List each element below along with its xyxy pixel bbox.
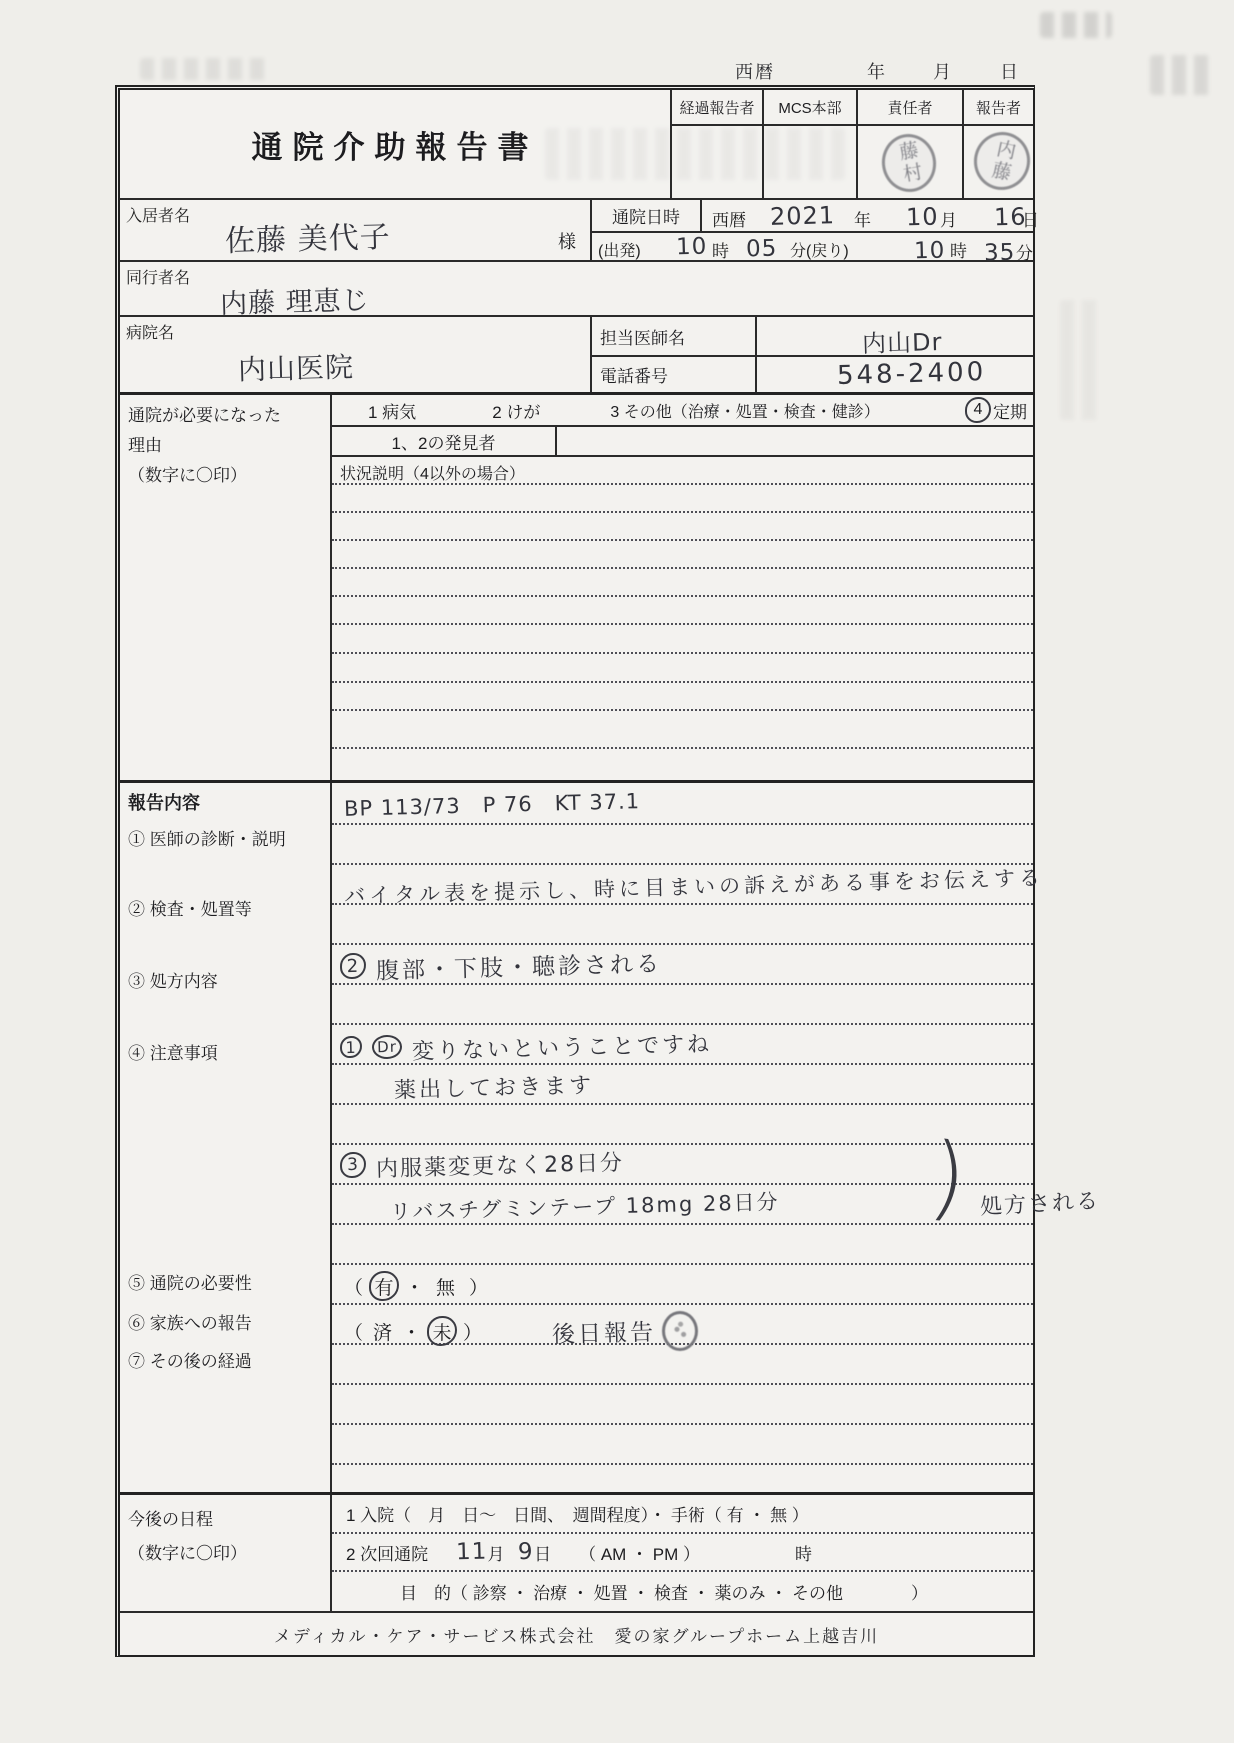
finder-value-cell [557,427,1033,455]
necessity-separator: ・ [405,1277,425,1299]
report-labels-column [120,783,332,1492]
visit-datetime-label: 通院日時 [592,200,702,231]
grouping-paren: ) [924,1122,972,1233]
top-day-label: 日 [1000,62,1020,82]
form-header [120,90,1033,200]
departure-hour-value: 10 [675,233,708,261]
circle-mark-4: 4 [965,397,991,423]
dotted-rule [332,1383,1033,1385]
family-close-paren: ） [463,1322,483,1344]
schedule-label-line1: 今後の日程 [128,1510,213,1529]
reason-body [332,395,1033,780]
phone-number-value: 548-2400 [836,357,987,391]
schedule-label-cell [120,1495,332,1611]
reason-option-regular [965,397,1027,423]
approval-cell [764,126,856,198]
resident-label: 入居者名 [126,208,191,225]
report-item-followup-label: ⑦ その後の経過 [128,1352,252,1371]
approval-col-sekininsha [858,90,964,198]
family-separator: ・ [402,1322,422,1344]
reason-option-other: 3 その他（治療・処置・検査・健診） [610,403,880,421]
schedule-admission-text: 1 入院（ 月 日～ 日間、 週間程度）・ 手術（ 有 ・ 無 ） [346,1505,809,1525]
companion-row [120,262,1033,320]
reason-label-cell [120,395,332,780]
doctor-label: 担当医師名 [592,317,757,355]
schedule-admission-row [332,1495,1033,1534]
phone-value-cell [757,357,1033,392]
resident-row [120,200,1039,267]
doctor-value-cell [757,317,1033,359]
sekininsha-seal-stamp: 藤村 [877,130,940,196]
dotted-rule [332,1263,1033,1265]
resident-name-value: 佐藤 美代子 [224,219,392,260]
scan-artifact [1150,55,1210,95]
reason-option-sick: 1 病気 [368,402,417,422]
vitals-value: BP 113/73 P 76 KT 37.1 [343,789,641,821]
necessity-choice [344,1271,488,1301]
family-report-choice [344,1311,698,1351]
dotted-rule [332,652,1033,654]
scan-artifact [140,58,270,80]
caution-note-3 [979,1187,1101,1221]
circle-mark-1: 1 [340,1035,363,1058]
circled-yes: 有 [369,1271,399,1301]
reason-options-row [332,395,1033,427]
doctor-name-row [592,317,1033,357]
dotted-rule [332,483,1033,485]
report-item-family-label: ⑥ 家族への報告 [128,1314,252,1333]
prescription-note2-text: 薬出しておきます [393,1073,595,1104]
approval-col-header: 責任者 [858,90,962,126]
report-item-caution-label: ④ 注意事項 [128,1044,218,1063]
companion-name-value: 内藤 理恵じ [219,285,371,320]
month-value: 10 [905,202,939,232]
dotted-rule [332,1023,1033,1025]
next-visit-month-unit: 月 [487,1544,505,1564]
return-hour-unit: 時 [950,242,967,261]
hospital-name-value: 内山医院 [237,350,355,387]
return-label: 分(戻り) [790,243,849,260]
schedule-purpose-row [332,1572,1033,1611]
dotted-rule [332,567,1033,569]
finder-label: 1、2の発見者 [332,427,557,455]
approval-cell [964,126,1033,198]
schedule-section [120,1495,1033,1613]
dotted-rule [332,511,1033,513]
hour-unit: 時 [712,242,729,261]
necessity-close-paren: ） [469,1277,489,1299]
phone-row [592,357,1033,392]
exam-note [340,949,663,985]
exam-note-text: 腹部・下肢・聴診される [375,951,663,985]
circled-not-yet: 未 [427,1316,457,1346]
family-done: 済 [373,1322,393,1344]
caution-note [340,1149,625,1183]
caution-note3-text: 処方される [979,1188,1101,1221]
scan-artifact [1060,300,1100,420]
dotted-rule [332,1143,1033,1145]
reason-label-line3: （数字に〇印） [128,466,247,485]
dotted-rule [332,1303,1033,1305]
schedule-next-visit-row [332,1534,1033,1573]
dotted-rule [332,823,1033,825]
year-unit: 年 [854,211,871,230]
dotted-rule [332,595,1033,597]
hokokusha-seal-stamp: 内藤 [969,127,1036,195]
schedule-label-line2: （数字に〇印） [128,1544,247,1563]
family-open-paren: （ [344,1322,364,1344]
approval-col-header: 経過報告者 [672,90,762,126]
top-year-label: 年 [867,62,887,82]
doctor-panel [592,317,1033,392]
next-visit-month-value: 11 [455,1538,488,1566]
diagnosis-note [343,865,1045,909]
hospital-row [120,317,1033,395]
dotted-rule [332,943,1033,945]
dotted-rule [332,1183,1033,1185]
phone-label: 電話番号 [592,357,757,392]
necessity-open-paren: （ [344,1277,364,1299]
visit-date-row [592,200,1039,233]
report-body [332,783,1101,1492]
form-title-cell [120,90,672,198]
dotted-rule [332,681,1033,683]
caution-note2-text: リバスチグミンテープ 18mg 28日分 [389,1189,780,1225]
return-minute-value: 35 [983,239,1016,267]
day-value: 16 [993,202,1027,232]
caution-note-text: 内服薬変更なく28日分 [375,1150,625,1183]
hospital-label: 病院名 [126,325,175,342]
dotted-rule [332,623,1033,625]
circle-mark-dr: Dr [372,1034,403,1059]
diagnosis-note-text: バイタル表を提示し、時に目まいの訴えがある事をお伝えする [343,865,1045,909]
company-footer: メディカル・ケア・サービス株式会社 愛の家グループホーム上越吉川 [273,1626,880,1646]
prescription-note-text: 変りないということですね [411,1032,713,1065]
doctor-name-value: 内山Dr [861,327,943,359]
visit-datetime-panel [592,200,1039,267]
report-item-prescription-label: ③ 処方内容 [128,972,218,991]
report-section [120,783,1101,1495]
month-unit: 月 [940,211,957,230]
caution-note-2 [389,1189,780,1225]
next-visit-ampm: （ AM ・ PM ） [579,1544,701,1564]
approval-col-header: 報告者 [964,90,1033,126]
report-form [115,85,1101,1657]
schedule-purpose-text: 目 的（ 診察 ・ 治療 ・ 処置 ・ 検査 ・ 薬のみ ・ その他 ） [400,1584,928,1604]
next-visit-day-unit: 日 [534,1544,552,1564]
year-value: 2021 [769,201,836,231]
reason-label-line1: 通院が必要になった [128,406,281,425]
return-hour-value: 10 [913,237,946,265]
honorific-label: 様 [558,232,576,252]
situation-area [332,457,1033,780]
circle-mark-3: 3 [340,1151,367,1178]
day-unit: 日 [1022,211,1039,230]
necessity-no: 無 [436,1277,456,1299]
dotted-rule [332,1463,1033,1465]
vitals-note [344,789,640,819]
finder-row [332,427,1033,457]
circle-mark-2: 2 [340,952,367,979]
approval-col-header: MCS本部 [764,90,856,126]
schedule-body [332,1495,1033,1611]
resident-cell [120,200,592,260]
prescription-note [340,1031,713,1065]
approval-col-mcs [764,90,858,198]
page-title: 通院介助報告書 [251,129,539,165]
prescription-note-2 [394,1071,594,1102]
approval-block [672,90,1033,198]
visit-date-cell [702,200,1039,232]
next-visit-day-value: 9 [518,1538,535,1566]
hospital-cell [120,317,592,392]
scan-artifact [1040,12,1112,38]
approval-cell [858,126,962,198]
approval-cell [672,126,762,198]
top-era-label: 西暦 [735,62,775,82]
report-title: 報告内容 [128,793,200,813]
reason-option-regular-label: 定期 [993,402,1027,422]
approval-col-keika [672,90,764,198]
companion-label: 同行者名 [126,270,191,287]
reason-label-line2: 理由 [128,436,162,455]
report-item-exam-label: ② 検査・処置等 [128,900,252,919]
report-item-diagnosis-label: ① 医師の診断・説明 [128,830,286,849]
report-item-necessity-label: ⑤ 通院の必要性 [128,1274,252,1293]
family-report-note: 後日報告 [551,1319,657,1348]
visit-reason-section [120,395,1033,783]
personal-seal-stamp [662,1311,698,1351]
next-visit-label: 2 次回通院 [346,1544,429,1564]
dotted-rule [332,539,1033,541]
top-month-label: 月 [933,62,953,82]
minute-unit: 分 [1016,244,1033,263]
approval-col-hokokusha [964,90,1033,198]
departure-minute-value: 05 [745,235,778,263]
visit-time-row [592,233,1033,267]
dotted-rule [332,1423,1033,1425]
dotted-rule [332,747,1033,749]
era-label: 西暦 [712,211,746,230]
reason-option-injury: 2 けが [492,402,541,422]
next-visit-hour-unit: 時 [795,1544,813,1564]
dotted-rule [332,709,1033,711]
departure-label: (出発) [598,243,641,260]
situation-label: 状況説明（4以外の場合） [340,466,525,483]
